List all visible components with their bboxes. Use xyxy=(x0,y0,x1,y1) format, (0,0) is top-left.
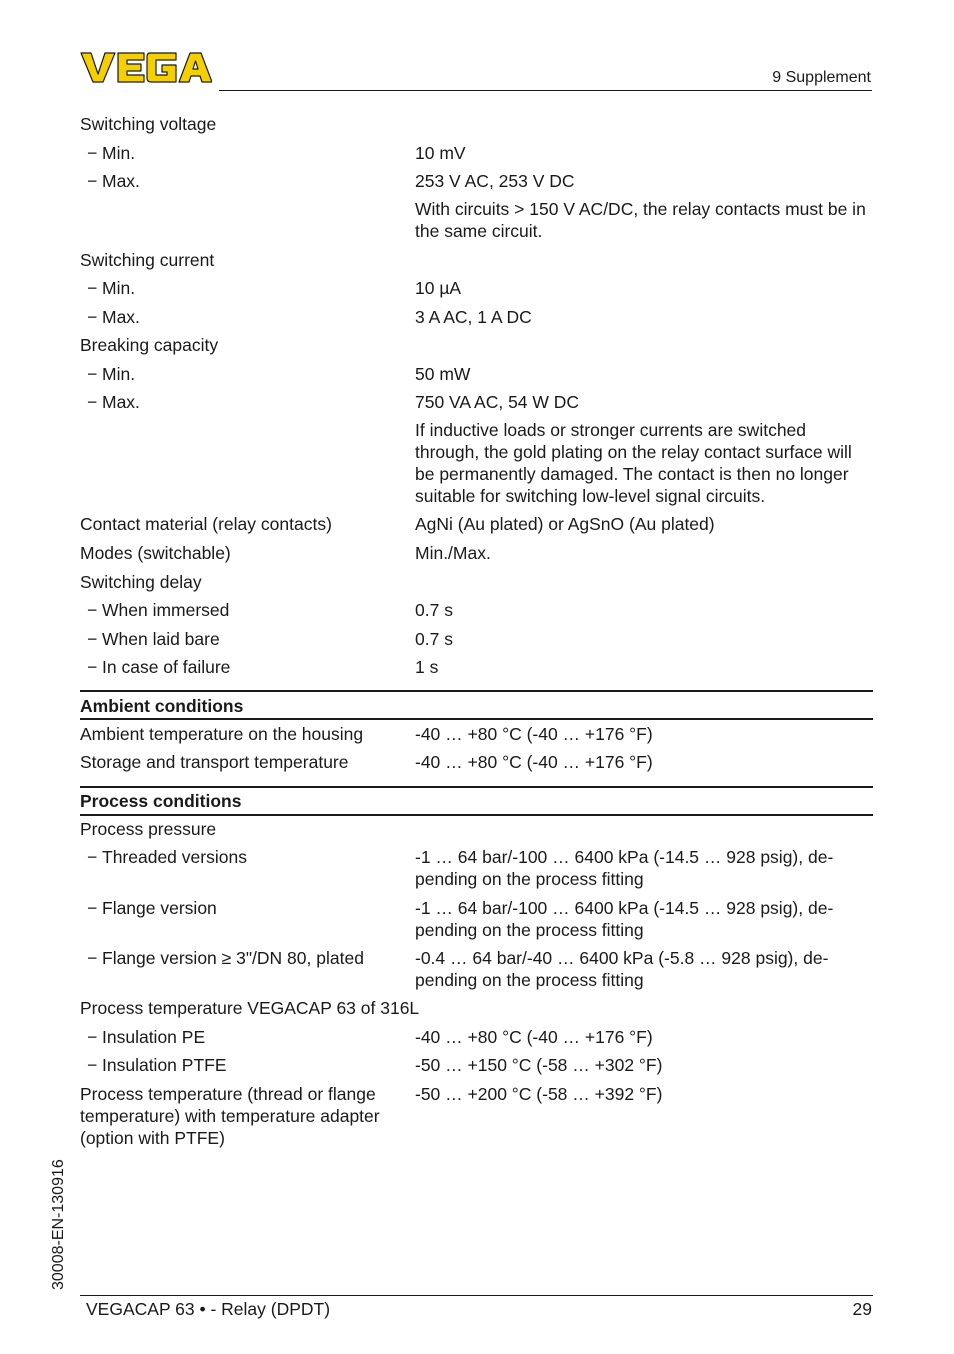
spec-value: 0.7 s xyxy=(415,629,453,649)
spec-label: Storage and transport temperature xyxy=(80,752,349,772)
footer-title: VEGACAP 63 • - Relay (DPDT) xyxy=(86,1299,331,1319)
spec-label: Switching voltage xyxy=(80,114,217,134)
spec-value: 253 V AC, 253 V DC xyxy=(415,171,575,191)
spec-value: 3 A AC, 1 A DC xyxy=(415,307,532,327)
section-divider-bottom xyxy=(80,718,873,720)
section-divider-top xyxy=(80,690,873,692)
spec-value: Min./Max. xyxy=(415,543,491,563)
spec-value: AgNi (Au plated) or AgSnO (Au plated) xyxy=(415,514,715,534)
vega-logo xyxy=(80,50,212,84)
spec-value: 50 mW xyxy=(415,364,471,384)
header-divider xyxy=(219,90,872,91)
spec-label: Switching current xyxy=(80,250,215,270)
spec-label: Process pressure xyxy=(80,819,217,839)
spec-value: -50 … +150 °C (-58 … +302 °F) xyxy=(415,1055,663,1075)
footer-divider xyxy=(80,1295,873,1296)
spec-note: If inductive loads or stronger currents are switched through, the gold plating on the relay contact surface will be permanently damaged. The contact is then no longer suitable for switching low-level signal circuits. xyxy=(415,420,852,506)
spec-value: -40 … +80 °C (-40 … +176 °F) xyxy=(415,724,653,744)
svg-text:VEGA: VEGA xyxy=(80,50,83,51)
section-divider-top xyxy=(80,786,873,788)
document-code: 30008-EN-130916 xyxy=(50,1159,67,1290)
spec-value: 0.7 s xyxy=(415,600,453,620)
spec-label: Process temperature VEGACAP 63 of 316L xyxy=(80,998,420,1018)
section-label: 9 Supplement xyxy=(772,69,871,86)
spec-label: Ambient temperature on the housing xyxy=(80,724,364,744)
spec-note: With circuits > 150 V AC/DC, the relay contacts must be in the same circuit. xyxy=(415,199,866,241)
spec-label: Contact material (relay contacts) xyxy=(80,514,332,534)
spec-value: 1 s xyxy=(415,657,439,677)
spec-label: Breaking capacity xyxy=(80,335,219,355)
spec-value: -50 … +200 °C (-58 … +392 °F) xyxy=(415,1084,663,1104)
process-heading: Process conditions xyxy=(80,791,242,811)
spec-value: -40 … +80 °C (-40 … +176 °F) xyxy=(415,752,653,772)
spec-value: 750 VA AC, 54 W DC xyxy=(415,392,580,412)
spec-value: 10 mV xyxy=(415,143,466,163)
spec-value: -1 … 64 bar/-100 … 6400 kPa (-14.5 … 928 psig), de-pending on the process fitting xyxy=(415,898,834,940)
spec-value: -40 … +80 °C (-40 … +176 °F) xyxy=(415,1027,653,1047)
ambient-heading: Ambient conditions xyxy=(80,696,244,716)
spec-value: 10 µA xyxy=(415,278,462,298)
section-divider-bottom xyxy=(80,814,873,816)
spec-value: -1 … 64 bar/-100 … 6400 kPa (-14.5 … 928 psig), de-pending on the process fitting xyxy=(415,847,834,889)
spec-label: Modes (switchable) xyxy=(80,543,231,563)
spec-value: -0.4 … 64 bar/-40 … 6400 kPa (-5.8 … 928 psig), de-pending on the process fitting xyxy=(415,948,829,990)
spec-label: Switching delay xyxy=(80,572,202,592)
spec-label: Process temperature (thread or flange temperature) with temperature adapter (option with PTFE) xyxy=(80,1084,380,1148)
page-number: 29 xyxy=(852,1299,872,1319)
